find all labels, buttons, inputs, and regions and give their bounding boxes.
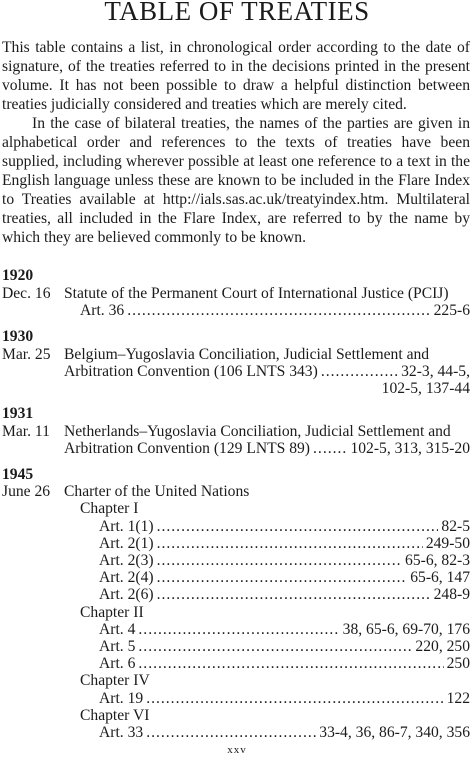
page-references: 33-4, 36, 86-7, 340, 356 <box>319 724 470 741</box>
treaty-title: Belgium–Yugoslavia Conciliation, Judicial Settlement and <box>64 345 430 363</box>
article-entry <box>99 568 470 587</box>
leader-dots <box>321 362 398 381</box>
chapter-heading: Chapter IV <box>80 672 150 690</box>
page-references: 102-5, 313, 315-20 <box>350 439 470 457</box>
page-references: 38, 65-6, 69-70, 176 <box>342 620 470 638</box>
treaty-title-continued: Arbitration Convention (106 LNTS 343) <box>64 362 318 380</box>
leader-dots <box>157 585 431 604</box>
treaty-entry <box>64 362 470 381</box>
page-references: 248-9 <box>433 586 470 604</box>
leader-dots <box>157 551 402 570</box>
article-entry <box>99 620 470 639</box>
chapter-heading: Chapter I <box>80 500 139 518</box>
page-references: 82-5 <box>441 517 470 535</box>
treaty-title-continued: Arbitration Convention (129 LNTS 89) <box>64 439 311 457</box>
page-references: 65-6, 147 <box>410 569 470 587</box>
entry-date: Mar. 25 <box>2 345 51 363</box>
leader-dots <box>146 689 443 708</box>
leader-dots <box>146 723 316 742</box>
page-references: 220, 250 <box>415 638 470 656</box>
page-references: 122 <box>446 689 470 707</box>
article-entry <box>99 551 470 570</box>
leader-dots <box>313 439 347 458</box>
page-title: TABLE OF TREATIES <box>104 0 370 26</box>
article-label: Art. 2(1) <box>99 534 154 552</box>
article-entry <box>99 585 470 604</box>
entry-date: June 26 <box>2 483 51 501</box>
article-label: Art. 2(4) <box>99 569 154 587</box>
leader-dots <box>138 620 339 639</box>
year-heading-1920: 1920 <box>2 267 34 284</box>
leader-dots <box>157 534 423 553</box>
treaty-title: Statute of the Permanent Court of International Justice (PCIJ) <box>64 285 449 303</box>
year-heading-1931: 1931 <box>2 405 34 423</box>
article-entry <box>99 689 470 708</box>
article-label: Art. 1(1) <box>99 517 154 535</box>
article-entry <box>99 534 470 553</box>
year-heading-1930: 1930 <box>2 327 34 345</box>
article-label: Art. 4 <box>99 620 136 638</box>
article-label: Art. 36 <box>80 302 125 320</box>
article-entry <box>99 637 470 656</box>
leader-dots <box>157 517 439 536</box>
treaty-title: Charter of the United Nations <box>64 483 250 501</box>
article-label: Art. 2(3) <box>99 552 154 570</box>
leader-dots <box>138 654 443 673</box>
leader-dots <box>157 568 408 587</box>
chapter-heading: Chapter VI <box>80 706 150 724</box>
article-entry <box>99 723 470 742</box>
page-references-continued: 102-5, 137-44 <box>381 380 470 398</box>
article-label: Art. 2(6) <box>99 586 154 604</box>
entry-date: Mar. 11 <box>2 422 50 440</box>
article-entry <box>99 654 470 673</box>
article-label: Art. 6 <box>99 655 136 673</box>
page-references: 249-50 <box>425 534 470 552</box>
page-references: 225-6 <box>433 302 470 320</box>
article-entry <box>99 517 470 536</box>
page-references: 32-3, 44-5, <box>401 362 470 380</box>
chapter-heading: Chapter II <box>80 603 144 621</box>
year-heading-1945: 1945 <box>2 466 34 484</box>
leader-dots <box>127 301 430 320</box>
article-label: Art. 19 <box>99 689 144 707</box>
intro-paragraph-1: This table contains a list, in chronological order according to the date of signature, of the treaties referred to in the decisions printed in the present volume. It has not been possible to draw a helpful distinction between treaties judicially considered and treaties which are merely cited. <box>2 39 470 113</box>
entry-date: Dec. 16 <box>2 285 51 303</box>
article-entry <box>80 301 470 320</box>
introduction <box>2 38 470 247</box>
article-label: Art. 33 <box>99 724 144 741</box>
treaty-entry <box>64 439 470 458</box>
page-number: xxv <box>227 744 247 756</box>
intro-paragraph-2: In the case of bilateral treaties, the names of the parties are given in alphabetical order and references to the texts of treaties have been supplied, including wherever possible at least one reference to a text in the English language unless these are known to be included in the Flare Index to Treaties available at http://ials.sas.ac.uk/treatyindex.htm. Multilateral treaties, all included in the Flare Index, are referred to by the name by which they are believed commonly to be known. <box>2 115 470 246</box>
page-references: 250 <box>446 655 470 673</box>
page-references: 65-6, 82-3 <box>405 552 470 570</box>
leader-dots <box>138 637 412 656</box>
article-label: Art. 5 <box>99 638 136 656</box>
treaty-title: Netherlands–Yugoslavia Conciliation, Judicial Settlement and <box>64 422 451 440</box>
